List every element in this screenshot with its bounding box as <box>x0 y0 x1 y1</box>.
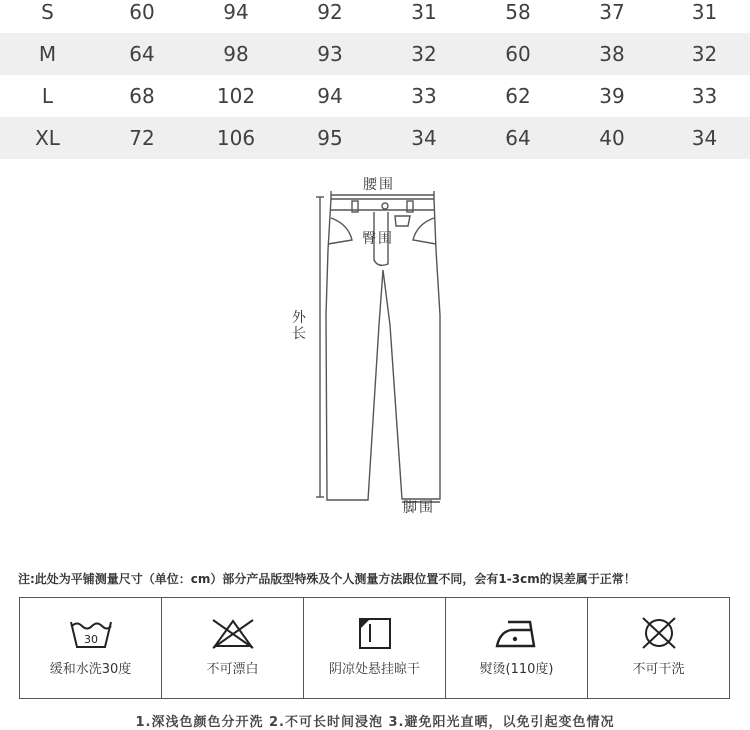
washing-tips: 1.深浅色颜色分开洗 2.不可长时间浸泡 3.避免阳光直晒，以免引起变色情况 <box>135 715 615 730</box>
care-instructions <box>19 597 730 699</box>
value-cell: 32 <box>659 33 750 75</box>
value-cell: 98 <box>189 33 283 75</box>
value-cell: 94 <box>317 84 343 108</box>
value-cell: 40 <box>565 117 659 159</box>
value-cell: 37 <box>599 0 625 24</box>
value-cell: 72 <box>95 117 189 159</box>
table-row <box>0 117 750 159</box>
care-item-iron <box>446 598 588 698</box>
value-cell: 34 <box>659 117 750 159</box>
value-cell: 31 <box>411 0 437 24</box>
value-cell: 62 <box>505 84 531 108</box>
value-cell: 33 <box>411 84 437 108</box>
value-cell: 64 <box>471 117 565 159</box>
no-dry-clean-icon <box>636 616 682 650</box>
table-row <box>0 75 750 117</box>
size-cell: S <box>41 0 54 24</box>
size-cell: XL <box>0 117 95 159</box>
waist-label: 腰围 <box>363 177 395 193</box>
value-cell: 92 <box>317 0 343 24</box>
table-row <box>0 33 750 75</box>
care-item-wash <box>20 598 162 698</box>
wash-30-icon <box>68 616 114 650</box>
svg-text:30: 30 <box>83 633 98 646</box>
care-label: 熨烫(110度) <box>479 662 554 677</box>
value-cell: 39 <box>599 84 625 108</box>
value-cell: 68 <box>129 84 155 108</box>
table-row <box>0 0 750 33</box>
value-cell: 31 <box>691 0 718 24</box>
no-bleach-icon <box>210 616 256 650</box>
size-cell: L <box>41 84 54 108</box>
care-item-dry <box>304 598 446 698</box>
iron-icon <box>494 616 540 650</box>
value-cell: 33 <box>691 84 718 108</box>
value-cell: 95 <box>283 117 377 159</box>
size-cell: M <box>0 33 95 75</box>
value-cell: 106 <box>189 117 283 159</box>
value-cell: 60 <box>471 33 565 75</box>
care-label: 缓和水洗30度 <box>49 662 132 677</box>
hang-dry-shade-icon <box>352 616 398 650</box>
value-cell: 64 <box>95 33 189 75</box>
measurement-note: 注:此处为平铺测量尺寸（单位：cm）部分产品版型特殊及个人测量方法跟位置不同，会有1-3cm的误差属于正常！ <box>18 572 636 586</box>
value-cell: 38 <box>565 33 659 75</box>
value-cell: 94 <box>223 0 249 24</box>
size-table <box>0 0 750 159</box>
care-label: 不可漂白 <box>206 662 259 677</box>
care-label: 不可干洗 <box>632 662 685 677</box>
care-item-dryclean <box>588 598 729 698</box>
value-cell: 58 <box>505 0 531 24</box>
value-cell: 102 <box>216 84 256 108</box>
hip-label: 臀围 <box>362 231 394 247</box>
pants-outline-icon <box>0 160 750 530</box>
pants-diagram <box>0 160 750 530</box>
value-cell: 32 <box>377 33 471 75</box>
value-cell: 34 <box>377 117 471 159</box>
value-cell: 60 <box>129 0 155 24</box>
value-cell: 93 <box>283 33 377 75</box>
length-label: 外长 <box>292 310 308 342</box>
care-item-bleach <box>162 598 304 698</box>
care-label: 阴凉处悬挂晾干 <box>328 662 420 677</box>
hem-label: 脚围 <box>403 500 435 516</box>
